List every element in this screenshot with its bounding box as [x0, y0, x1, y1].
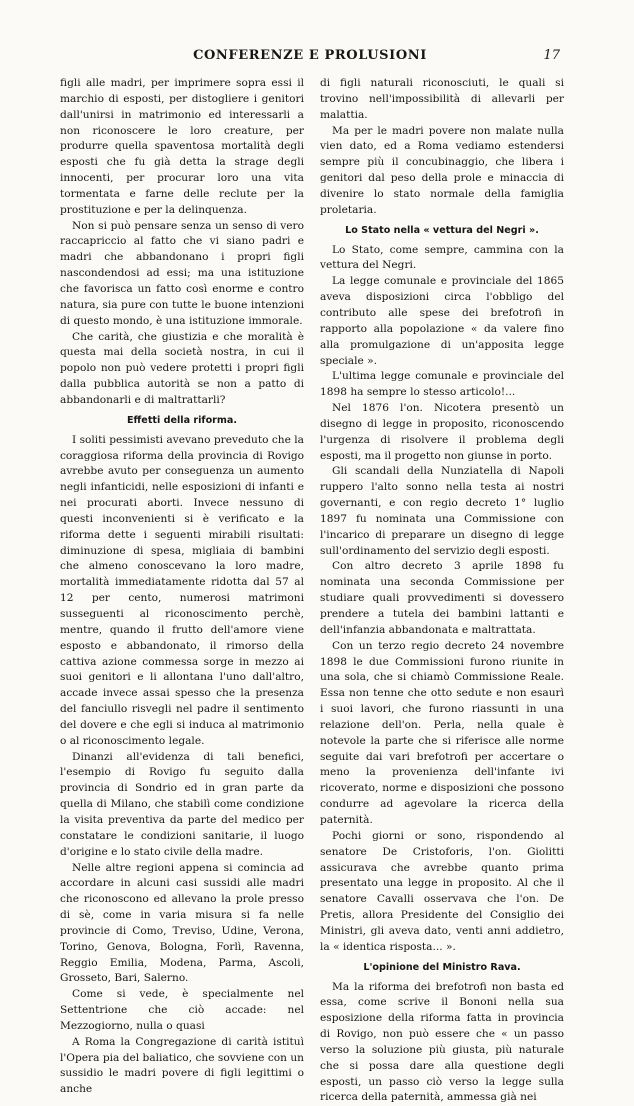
paragraph: L'ultima legge comunale e provinciale del 1898 ha sempre lo stesso articolo!...	[320, 370, 564, 399]
paragraph: Nelle altre regioni appena si comincia ad accordare in alcuni casi sussidi alle madri che riconoscono ed allevano la prole presso di sè, come in varia misura si fa nelle provincie di Como, Treviso, Udine, Verona, Torino, Genova, Bologna, Forlì, Ravenna, Reggio Emilia, Modena, Parma, Ascoli, Grosseto, Bari, Salerno.	[60, 861, 304, 985]
paragraph: A Roma la Congregazione di carità istituì l'Opera pia del baliatico, che sovviene con un sussidio le madri povere di figli legittimi o anche	[60, 1035, 304, 1096]
section-heading: Effetti della riforma.	[126, 414, 238, 426]
paragraph: Come si vede, è specialmente nel Settentrione che ciò accade: nel Mezzogiorno, nulla o quasi	[60, 988, 304, 1032]
paragraph: di figli naturali riconosciuti, le quali si trovino nell'impossibilità di allevarli per malattia.	[320, 77, 564, 121]
paragraph: Dinanzi all'evidenza di tali benefici, l'esempio di Rovigo fu seguito dalla provincia di Sondrio ed in gran parte da quella di Milano, che stabilì come condizione la visita preventiva da parte del medico per constatare le condizioni sanitarie, il luogo d'origine e lo stato civile della madre.	[60, 750, 304, 858]
paragraph: Ma per le madri povere non malate nulla vien dato, ed a Roma vediamo estendersi sempre più il concubinaggio, che libera i genitori dal peso della prole e minaccia di divenire lo stato normale della famiglia proletaria.	[320, 124, 564, 216]
right-column	[320, 76, 564, 1106]
page-number: 17	[543, 48, 560, 63]
paragraph: La legge comunale e provinciale del 1865 aveva disposizioni circa l'obbligo del contributo alle spese dei brefotrofi in rapporto alla popolazione « da valere fino alla promulgazione di un'apposita legge speciale ».	[320, 275, 564, 367]
section-heading: Lo Stato nella « vettura del Negri ».	[345, 224, 539, 236]
paragraph: Lo Stato, come sempre, cammina con la vettura del Negri.	[320, 243, 564, 272]
paragraph: Che carità, che giustizia e che moralità è questa mai della società nostra, in cui il popolo non può vedere protetti i propri figli dalla pubblica autorità se non a patto di abbandonarli e di maltrattarli?	[60, 330, 304, 406]
paragraph: Con un terzo regio decreto 24 novembre 1898 le due Commissioni furono riunite in una sola, che si chiamò Commissione Reale. Essa non tenne che otto sedute e non esaurì i suoi lavori, che furono riassunti in una relazione dell'on. Perla, nella quale è notevole la parte che si riferisce alle norme seguite dai vari brefotrofi per accertare o meno la provenienza dell'infante ivi ricoverato, norme e disposizioni che possono condurre ad agevolare la ricerca della paternità.	[320, 639, 564, 826]
running-title: CONFERENZE E PROLUSIONI	[193, 48, 427, 63]
paragraph: Con altro decreto 3 aprile 1898 fu nominata una seconda Commissione per studiare quali provvedimenti si dovessero prendere a tutela dei bambini lattanti e dell'infanzia abbandonata e maltrattata.	[320, 560, 564, 636]
paragraph: Non si può pensare senza un senso di vero raccapriccio al fatto che vi siano padri e madri che abbandonano i propri figli nascondendosi ad essi; ma una istituzione che favorisca un fatto così enorme e contro natura, sia pure con tutte le buone intenzioni di questo mondo, è una istituzione immorale.	[60, 219, 304, 327]
paragraph: Pochi giorni or sono, rispondendo al senatore De Cristoforis, l'on. Giolitti assicurava che avrebbe quanto prima presentato una legge in proposito. Al che il senatore Cavalli osservava che l'on. De Pretis, allora Presidente del Consiglio dei Ministri, gli aveva dato, venti anni addietro, la « identica risposta... ».	[320, 829, 564, 953]
paragraph: figli alle madri, per imprimere sopra essi il marchio di esposti, per distogliere i genitori dall'unirsi in matrimonio ed interessarli a non riconoscere le loro creature, per produrre quella spaventosa mortalità degli esposti che fu già detta la strage degli innocenti, per procurar loro una vita tormentata e farne delle reclute per la prostituzione e per la delinquenza.	[60, 77, 304, 216]
paragraph: Ma la riforma dei brefotrofi non basta ed essa, come scrive il Bononi nella sua esposizione della riforma fatta in provincia di Rovigo, non può essere che « un passo verso la soluzione più giusta, più naturale che si possa dare alla questione degli esposti, un passo ciò verso la legge sulla ricerca della paternità, ammessa già nei	[320, 980, 564, 1104]
paragraph: I soliti pessimisti avevano preveduto che la coraggiosa riforma della provincia di Rovigo avrebbe avuto per conseguenza un aumento negli infanticidi, nelle esposizioni di infanti e nei procurati aborti. Invece nessuno di questi inconvenienti si è verificato e la riforma dette i seguenti mirabili risultati: diminuzione di spesa, migliaia di bambini che almeno conoscevano la loro madre, mortalità immediatamente ridotta dal 57 al 12 per cento, numerosi matrimoni susseguenti al riconoscimento perchè, mentre, quando il frutto dell'amore viene esposto e abbandonato, il rimorso della cattiva azione commessa sorge in mezzo ai suoi genitori e li allontana l'uno dall'altro, accade invece assai spesso che la presenza del fanciullo risvegli nel padre il sentimento del dovere e che egli si induca al matrimonio o al riconoscimento legale.	[60, 433, 304, 747]
left-column	[60, 76, 304, 1098]
paragraph: Gli scandali della Nunziatella di Napoli ruppero l'alto sonno nella testa ai nostri governanti, e con regio decreto 1° luglio 1897 fu nominata una Commissione con l'incarico di preparare un disegno di legge sull'ordinamento del servizio degli esposti.	[320, 465, 564, 557]
paragraph: Nel 1876 l'on. Nicotera presentò un disegno di legge in proposito, riconoscendo l'urgenza di risolvere il problema degli esposti, ma il progetto non giunse in porto.	[320, 402, 564, 462]
section-heading: L'opinione del Ministro Rava.	[363, 961, 521, 973]
page-header	[60, 48, 560, 68]
